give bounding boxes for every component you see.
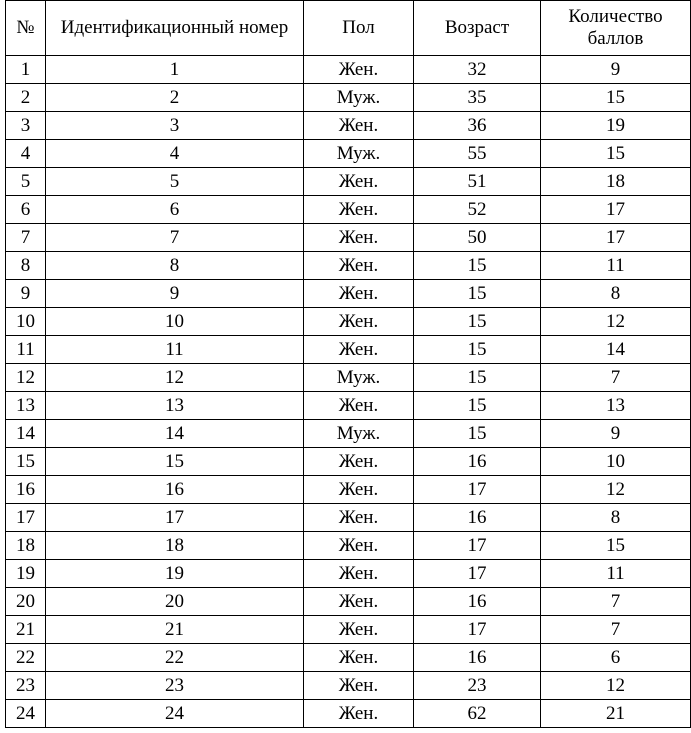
cell-sex: Жен.	[304, 448, 414, 476]
cell-id: 15	[46, 448, 304, 476]
cell-id: 12	[46, 364, 304, 392]
cell-age: 17	[414, 476, 541, 504]
cell-number: 5	[6, 168, 46, 196]
cell-number: 13	[6, 392, 46, 420]
cell-age: 15	[414, 336, 541, 364]
cell-age: 32	[414, 56, 541, 84]
cell-age: 51	[414, 168, 541, 196]
cell-id: 22	[46, 644, 304, 672]
cell-age: 17	[414, 560, 541, 588]
cell-id: 24	[46, 700, 304, 728]
cell-score: 11	[541, 252, 691, 280]
cell-score: 19	[541, 112, 691, 140]
table-row	[6, 420, 691, 448]
cell-age: 36	[414, 112, 541, 140]
cell-sex: Жен.	[304, 560, 414, 588]
cell-score: 7	[541, 364, 691, 392]
data-table	[5, 0, 691, 728]
cell-score: 11	[541, 560, 691, 588]
cell-sex: Жен.	[304, 168, 414, 196]
cell-score: 8	[541, 280, 691, 308]
table-row	[6, 532, 691, 560]
cell-id: 20	[46, 588, 304, 616]
cell-sex: Жен.	[304, 112, 414, 140]
cell-age: 15	[414, 308, 541, 336]
cell-sex: Жен.	[304, 476, 414, 504]
cell-age: 62	[414, 700, 541, 728]
cell-number: 16	[6, 476, 46, 504]
cell-number: 20	[6, 588, 46, 616]
table-row	[6, 140, 691, 168]
cell-age: 16	[414, 448, 541, 476]
cell-sex: Жен.	[304, 672, 414, 700]
table-row	[6, 196, 691, 224]
table-row	[6, 252, 691, 280]
table-row	[6, 280, 691, 308]
cell-id: 14	[46, 420, 304, 448]
cell-number: 15	[6, 448, 46, 476]
cell-score: 12	[541, 308, 691, 336]
cell-age: 15	[414, 364, 541, 392]
cell-score: 9	[541, 420, 691, 448]
cell-number: 11	[6, 336, 46, 364]
table-row	[6, 644, 691, 672]
cell-sex: Жен.	[304, 308, 414, 336]
cell-number: 9	[6, 280, 46, 308]
cell-score: 18	[541, 168, 691, 196]
cell-score: 15	[541, 84, 691, 112]
table-row	[6, 308, 691, 336]
cell-age: 52	[414, 196, 541, 224]
table-row	[6, 476, 691, 504]
table-body	[6, 56, 691, 728]
cell-id: 7	[46, 224, 304, 252]
cell-id: 4	[46, 140, 304, 168]
cell-number: 17	[6, 504, 46, 532]
cell-number: 2	[6, 84, 46, 112]
cell-id: 18	[46, 532, 304, 560]
cell-id: 10	[46, 308, 304, 336]
table-row	[6, 84, 691, 112]
table-row	[6, 588, 691, 616]
cell-score: 9	[541, 56, 691, 84]
cell-score: 8	[541, 504, 691, 532]
cell-number: 10	[6, 308, 46, 336]
cell-sex: Жен.	[304, 56, 414, 84]
cell-id: 5	[46, 168, 304, 196]
cell-sex: Жен.	[304, 336, 414, 364]
cell-score: 7	[541, 616, 691, 644]
cell-id: 2	[46, 84, 304, 112]
cell-number: 7	[6, 224, 46, 252]
cell-age: 15	[414, 392, 541, 420]
cell-sex: Жен.	[304, 700, 414, 728]
cell-score: 17	[541, 196, 691, 224]
cell-age: 17	[414, 616, 541, 644]
cell-number: 23	[6, 672, 46, 700]
cell-sex: Жен.	[304, 392, 414, 420]
table-row	[6, 700, 691, 728]
header-age: Возраст	[414, 1, 541, 56]
cell-id: 3	[46, 112, 304, 140]
cell-id: 19	[46, 560, 304, 588]
cell-id: 6	[46, 196, 304, 224]
cell-id: 9	[46, 280, 304, 308]
cell-sex: Жен.	[304, 224, 414, 252]
cell-score: 15	[541, 140, 691, 168]
table-row	[6, 560, 691, 588]
table-row	[6, 224, 691, 252]
cell-age: 16	[414, 588, 541, 616]
cell-score: 10	[541, 448, 691, 476]
cell-sex: Жен.	[304, 504, 414, 532]
cell-id: 8	[46, 252, 304, 280]
cell-age: 50	[414, 224, 541, 252]
cell-score: 12	[541, 476, 691, 504]
cell-age: 15	[414, 280, 541, 308]
cell-sex: Муж.	[304, 140, 414, 168]
cell-sex: Муж.	[304, 364, 414, 392]
cell-id: 11	[46, 336, 304, 364]
cell-id: 23	[46, 672, 304, 700]
header-sex: Пол	[304, 1, 414, 56]
cell-score: 12	[541, 672, 691, 700]
cell-number: 18	[6, 532, 46, 560]
cell-id: 16	[46, 476, 304, 504]
cell-score: 15	[541, 532, 691, 560]
cell-id: 21	[46, 616, 304, 644]
cell-number: 22	[6, 644, 46, 672]
cell-number: 14	[6, 420, 46, 448]
cell-sex: Жен.	[304, 252, 414, 280]
cell-age: 17	[414, 532, 541, 560]
table-row	[6, 448, 691, 476]
cell-number: 24	[6, 700, 46, 728]
cell-sex: Жен.	[304, 588, 414, 616]
cell-sex: Жен.	[304, 616, 414, 644]
table-row	[6, 504, 691, 532]
cell-sex: Жен.	[304, 196, 414, 224]
table-row	[6, 336, 691, 364]
cell-number: 3	[6, 112, 46, 140]
table-row	[6, 168, 691, 196]
table-row	[6, 392, 691, 420]
header-row	[6, 1, 691, 56]
cell-sex: Муж.	[304, 420, 414, 448]
cell-age: 35	[414, 84, 541, 112]
cell-score: 6	[541, 644, 691, 672]
table-row	[6, 56, 691, 84]
cell-score: 21	[541, 700, 691, 728]
cell-number: 21	[6, 616, 46, 644]
cell-age: 16	[414, 644, 541, 672]
cell-id: 13	[46, 392, 304, 420]
cell-number: 19	[6, 560, 46, 588]
cell-score: 7	[541, 588, 691, 616]
cell-number: 4	[6, 140, 46, 168]
cell-age: 23	[414, 672, 541, 700]
cell-number: 1	[6, 56, 46, 84]
header-score: Количество баллов	[541, 1, 691, 56]
cell-score: 17	[541, 224, 691, 252]
cell-sex: Муж.	[304, 84, 414, 112]
cell-number: 8	[6, 252, 46, 280]
header-number: №	[6, 1, 46, 56]
cell-number: 6	[6, 196, 46, 224]
cell-id: 1	[46, 56, 304, 84]
table-header	[6, 1, 691, 56]
table-row	[6, 672, 691, 700]
cell-score: 14	[541, 336, 691, 364]
cell-age: 16	[414, 504, 541, 532]
header-id: Идентификационный номер	[46, 1, 304, 56]
table-row	[6, 364, 691, 392]
cell-score: 13	[541, 392, 691, 420]
cell-id: 17	[46, 504, 304, 532]
cell-sex: Жен.	[304, 644, 414, 672]
cell-age: 15	[414, 420, 541, 448]
cell-sex: Жен.	[304, 280, 414, 308]
table-row	[6, 112, 691, 140]
cell-age: 15	[414, 252, 541, 280]
cell-age: 55	[414, 140, 541, 168]
cell-sex: Жен.	[304, 532, 414, 560]
cell-number: 12	[6, 364, 46, 392]
table-row	[6, 616, 691, 644]
